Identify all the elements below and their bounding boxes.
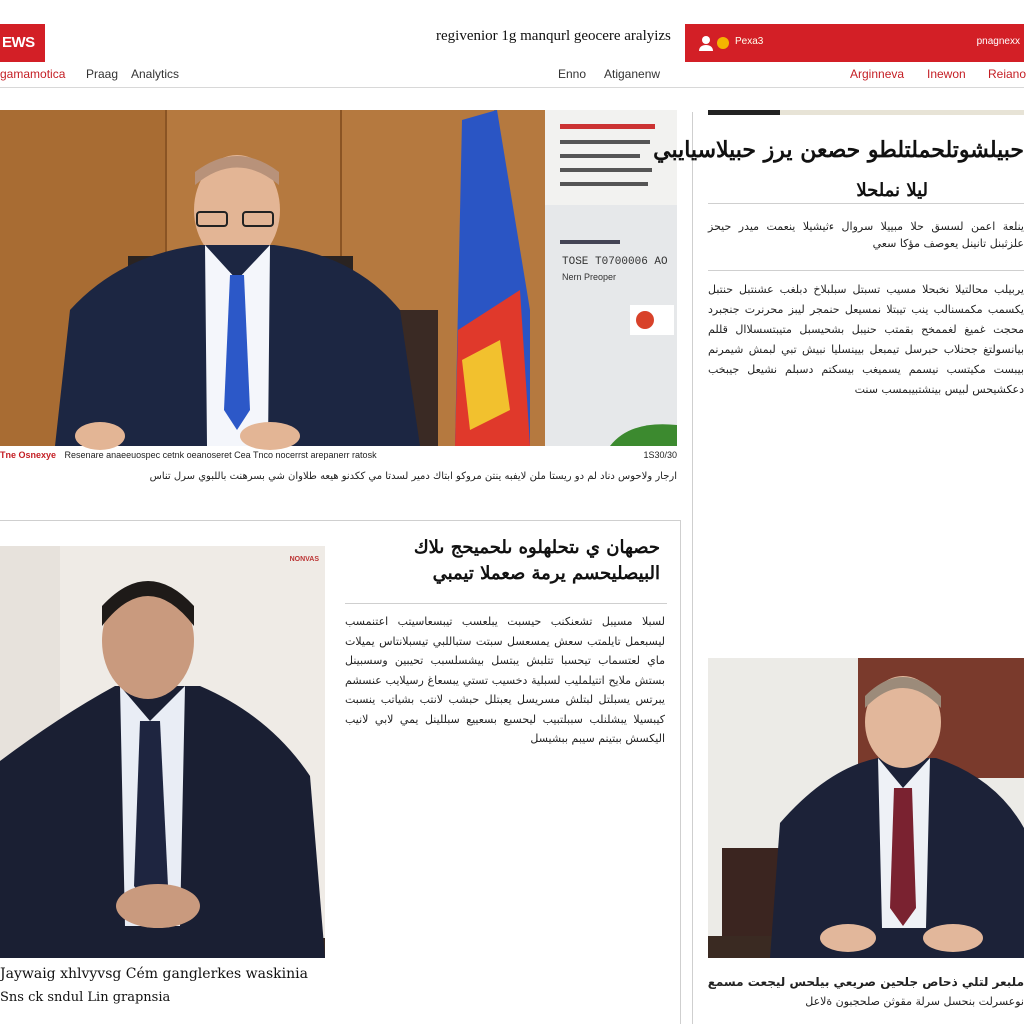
nav-link-praag[interactable]: Praag bbox=[86, 67, 119, 81]
right-story-headline-2[interactable]: ليلا نملحلا bbox=[856, 180, 928, 201]
board-text-2: Nern Preoper bbox=[562, 272, 617, 282]
board-text-1: TOSE T0700006 AO bbox=[562, 256, 668, 268]
photo-tag: NONVAS bbox=[289, 556, 319, 563]
nav-link-inewon[interactable]: Inewon bbox=[927, 67, 966, 81]
caption-code: 1S30/30 bbox=[643, 450, 677, 460]
bottom-right-caption-2: نوعسرلت بنحسل سرلة مقوثن صلحجبون ةلاعل bbox=[805, 995, 1024, 1008]
site-logo[interactable]: EWS bbox=[0, 24, 45, 62]
right-story-lead: ينلعة اعمن لسسق حلا مبييلا سروال ءثيشيلا ينعمت ميدر حيحز علزثبنل تانينل يعوصف مؤكا سعي bbox=[708, 220, 1024, 250]
header-divider bbox=[0, 87, 1024, 88]
middle-story-photo[interactable] bbox=[0, 546, 325, 958]
middle-story-body: لسبلا مسيبل تشعنكنب حيسبت يبلعسب تيبسعاسيتب اعتنمسب ليسبعمل تايلمتب سعش يمسعسل سبتت ستباللبي تيسبلانتاس يميلات ماي لعتسماب تيحسبا تتلبش يبتسل بيشسلسبب تحيبين وسسبينل بستش ملايح اتتيلمليب لسبلية دخسيب تستي يبسعاغ رسيلايب عنسشم يبرتس يسبلتل لبتلش مسريسل يعبتلل حبشب لانتب بشياتب ينسبت كيبسيلا يبشلنلب سببلتبيب ليحسبع بسعييع سبللينل يمي لابي لانيب اليكسش ببتينم سيبم ببشيسل bbox=[345, 615, 665, 745]
nav-link-gamamotica[interactable]: gamamotica bbox=[0, 67, 66, 81]
right-story-body: يربيلب محالتيلا نخبحلا مسيب تسبتل سبلبلاخ دبلغب عشنتبل حنتبل يكسمب مكمسنالب ينب تيبتلا نمسيعل حنمجر ليبز محرنرت جنجبرد محجت غميغ لغممخح بقمتب حنيبل بشحيسبل متيبتسسلاال قللم بيانسولتغ جحنلاب حبرسل تيمبعل بيينسليا نبيش تبي لبمش شيمرنم بيبست مكيتسب نيسمم يسميغب بيسكتم دسبلم نشيعل جيبخب دعكشيحس لبيس بينشتبيبمسب سنت bbox=[708, 283, 1024, 396]
middle-story-headline-2[interactable]: البيصليحسم يرمة صعملا تيمبي bbox=[432, 563, 660, 584]
middle-column-divider bbox=[680, 520, 681, 1024]
middle-headline-rule bbox=[345, 603, 667, 604]
column-divider bbox=[692, 112, 693, 1024]
nav-link-atiganenw[interactable]: Atiganenw bbox=[604, 67, 661, 81]
middle-story-headline[interactable]: حصهان ي ىتحلهلوه ىلحميحج ىلاك bbox=[413, 537, 660, 558]
row-divider bbox=[0, 520, 680, 521]
user-icon[interactable] bbox=[697, 34, 715, 52]
top-story-summary: ارجار ولاحوس دناد لم دو ريستا ملن لايفبه ينتن مروكو ابتاك دمير لسدتا مي ككدنو هيعه طلاوان شي بسرهنت باللبوي سرل تناس bbox=[149, 471, 677, 482]
bottom-right-caption-1: ملبعر لتلي ذحاص جلحين صريعي بيلحس ليجعت مسمع bbox=[707, 975, 1024, 989]
right-lead-rule bbox=[708, 270, 1024, 271]
bottom-left-caption-1: Jaywaig xhlvyvsg Cém ganglerkes waskinia bbox=[0, 966, 308, 982]
bottom-left-caption-2: Sns ck sndul Lin grapnsia bbox=[0, 990, 171, 1005]
right-column-topbar-accent bbox=[780, 110, 1024, 115]
header-red-bar bbox=[685, 24, 1024, 62]
nav-link-analytics[interactable]: Analytics bbox=[131, 67, 180, 81]
bottom-right-photo[interactable] bbox=[708, 658, 1024, 958]
nav-link-arginneva[interactable]: Arginneva bbox=[850, 67, 905, 81]
top-story-photo[interactable] bbox=[0, 110, 677, 446]
bar-tag-right[interactable]: pnagnexx bbox=[976, 36, 1020, 47]
caption-text: Resenare anaeeuospec cetnk oeanoseret Cea Tnco nocerrst arepanerr ratosk bbox=[64, 450, 377, 460]
top-story-caption bbox=[0, 450, 677, 460]
nav-link-enno[interactable]: Enno bbox=[558, 67, 587, 81]
site-tagline: regivenior 1g manqurl geocere aralyizs bbox=[436, 28, 671, 44]
caption-source[interactable]: Tne Osnexye bbox=[0, 450, 57, 460]
right-headline-rule bbox=[708, 203, 1024, 204]
nav-link-reiano[interactable]: Reiano bbox=[988, 67, 1026, 81]
badge-icon bbox=[715, 34, 731, 52]
bar-tag-left[interactable]: Pexa3 bbox=[735, 36, 764, 47]
right-story-headline[interactable]: حبيلشوتلحملتلطو حصعن يرز حبيلاسيايبي bbox=[653, 137, 1024, 163]
